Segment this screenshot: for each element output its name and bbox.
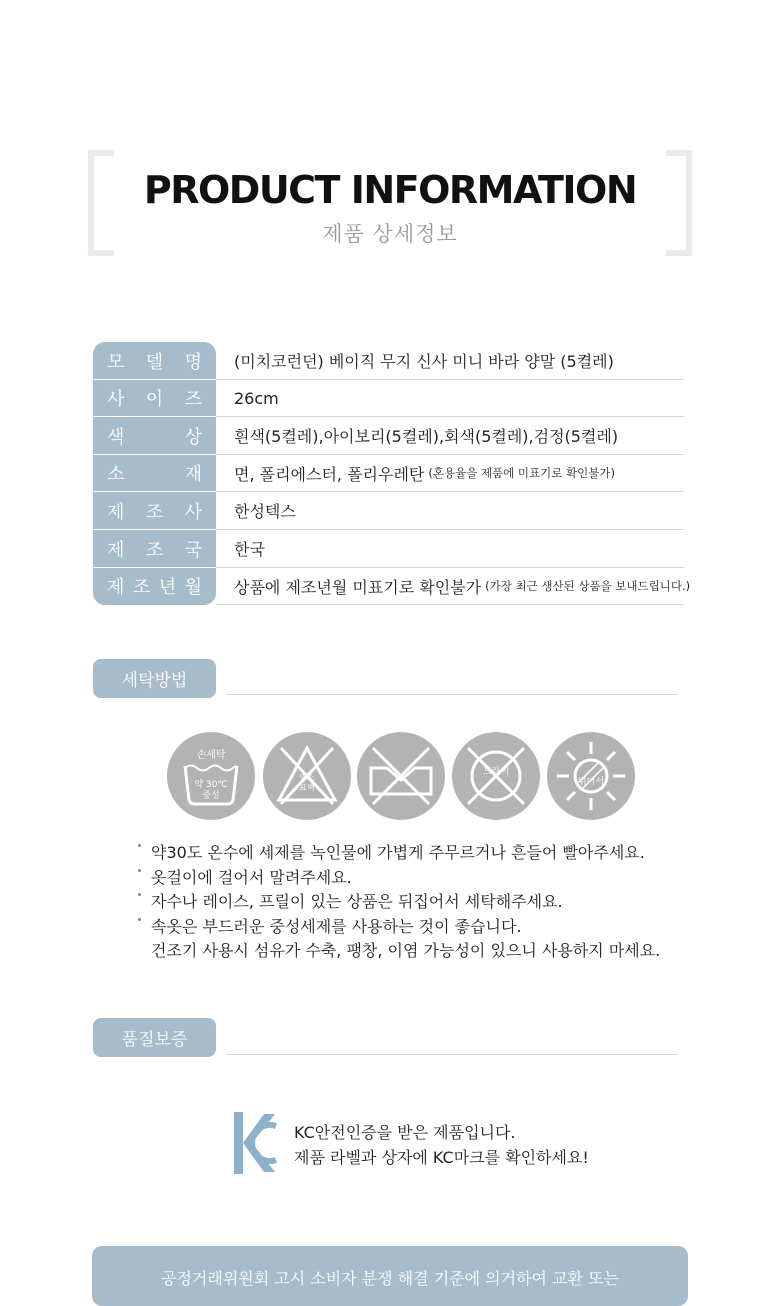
spec-value-note: (가장 최근 생산된 상품을 보내드립니다.) — [485, 579, 691, 594]
spec-label-char: 년 — [158, 577, 177, 599]
spec-row-value — [234, 417, 684, 454]
washing-note: 건조기 사용시 섬유가 수축, 팽창, 이염 가능성이 있으니 사용하지 마세요. — [151, 941, 661, 960]
spec-value-text: (미치코런던) 베이직 무지 신사 미니 바라 양말 (5켤레) — [234, 352, 614, 371]
spec-row-divider — [216, 604, 684, 605]
spec-row-label — [93, 380, 216, 417]
spec-label-char: 소 — [107, 464, 125, 486]
kc-line-2: 제품 라벨과 상자에 KC마크를 확인하세요! — [294, 1148, 589, 1167]
washing-notes — [138, 840, 738, 963]
hand-wash-icon — [167, 732, 255, 820]
spec-value-text: 26cm — [234, 388, 279, 408]
washing-tab-line — [226, 694, 678, 695]
spec-label-char: 델 — [145, 351, 164, 373]
page-subtitle: 제품 상세정보 — [322, 222, 458, 246]
spec-label-char: 사 — [107, 389, 125, 411]
no-bleach-label-1: 염소 — [299, 773, 315, 782]
kc-line-1: KC안전인증을 받은 제품입니다. — [294, 1123, 516, 1142]
spec-label-char: 제 — [107, 577, 125, 599]
hand-wash-detergent-label: 중성 — [202, 791, 220, 801]
spec-value-text: 흰색(5켤레),아이보리(5켤레),회색(5켤레),검정(5켤레) — [234, 427, 619, 447]
hand-wash-temp-label: 약 30℃ — [194, 780, 228, 790]
spec-row-value — [234, 380, 684, 417]
spec-label-char: 조 — [145, 539, 164, 561]
washing-note: 옷걸이에 걸어서 말려주세요. — [138, 865, 738, 890]
exchange-policy-banner — [92, 1246, 688, 1306]
spec-row-label — [93, 530, 216, 567]
kc-text — [294, 1120, 589, 1170]
spec-label-char: 모 — [107, 351, 125, 373]
spec-value-text: 상품에 제조년월 미표기로 확인불가 — [234, 577, 482, 597]
spec-label-char: 제 — [107, 539, 125, 561]
spec-row-label — [93, 417, 216, 454]
spec-row-value — [234, 455, 684, 492]
washing-note: 속옷은 부드러운 중성세제를 사용하는 것이 좋습니다. — [138, 914, 738, 939]
shade-dry-label: 뉘어서 — [577, 777, 605, 787]
spec-label-char: 사 — [184, 501, 202, 523]
spec-label-char: 조 — [145, 501, 164, 523]
spec-row-label — [93, 342, 216, 379]
no-dry-clean-label: 드라이 — [482, 767, 510, 777]
spec-label-char: 이 — [145, 389, 164, 411]
spec-value-note: (혼용율을 제품에 미표기로 확인불가) — [428, 466, 615, 481]
quality-tab-line — [226, 1054, 678, 1055]
spec-value-text: 한국 — [234, 540, 265, 559]
spec-row-value — [234, 568, 691, 605]
washing-tab: 세탁방법 — [93, 659, 216, 698]
washing-note: 약30도 온수에 세제를 녹인물에 가볍게 주무르거나 흔들어 빨아주세요. — [138, 840, 738, 865]
spec-row-label — [93, 492, 216, 529]
shade-dry-icon — [547, 732, 635, 820]
quality-tab: 품질보증 — [93, 1018, 216, 1057]
no-bleach-label-2: 표백 — [299, 783, 315, 792]
spec-label-char: 월 — [184, 577, 202, 599]
no-dry-clean-icon — [452, 732, 540, 820]
spec-label-char: 조 — [132, 577, 151, 599]
spec-label-char: 국 — [184, 539, 202, 561]
no-iron-icon — [357, 732, 445, 820]
spec-label-char: 즈 — [184, 389, 202, 411]
spec-label-char: 명 — [184, 351, 202, 373]
spec-label-char: 제 — [107, 501, 125, 523]
page-title: PRODUCT INFORMATION — [143, 168, 637, 212]
no-bleach-icon — [263, 732, 351, 820]
spec-row-value — [234, 492, 684, 529]
banner-text: 공정거래위원회 고시 소비자 분쟁 해결 기준에 의거하여 교환 또는 — [160, 1269, 619, 1288]
spec-label-char: 색 — [107, 426, 125, 448]
spec-label-char: 상 — [184, 426, 202, 448]
spec-row-value — [234, 342, 684, 379]
spec-value-text: 한성텍스 — [234, 502, 296, 522]
spec-row-value — [234, 530, 684, 567]
spec-row-label — [93, 455, 216, 492]
spec-value-text: 면, 폴리에스터, 폴리우레탄 — [234, 464, 425, 484]
spec-row-label — [93, 568, 216, 605]
washing-note: 자수나 레이스, 프릴이 있는 상품은 뒤집어서 세탁해주세요. — [138, 889, 738, 914]
spec-label-char: 재 — [184, 464, 202, 486]
hand-wash-label: 손세탁 — [196, 750, 226, 761]
kc-mark-icon — [234, 1112, 278, 1174]
